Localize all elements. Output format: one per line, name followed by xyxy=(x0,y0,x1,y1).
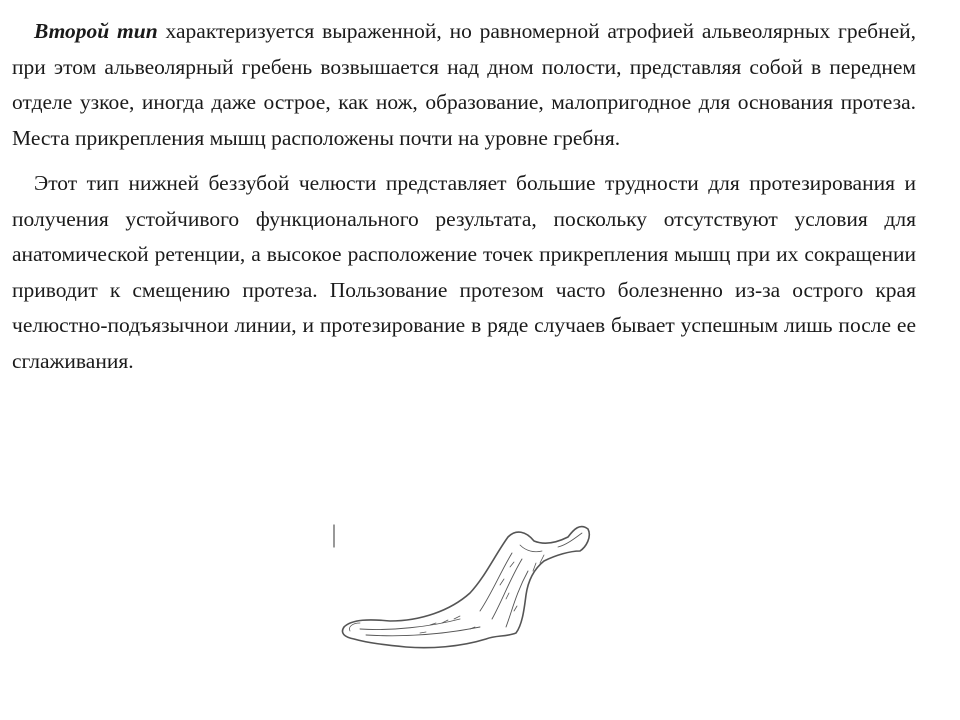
mandible-sketch-icon xyxy=(330,515,600,660)
paragraph-1 xyxy=(12,14,916,156)
text-block xyxy=(12,14,916,389)
paragraph-1-lead: Второй тип xyxy=(34,19,158,43)
paragraph-2-text: Этот тип нижней беззубой челюсти представляет большие трудности для протезирования и получения устойчивого функционального результата, поскольку отсутствуют условия для анатомической ретенции, а высокое расположение точек прикрепления мышц при их сокращении приводит к смещению протеза. Пользование протезом часто болезненно из-за острого края челюстно-подъязычнои линии, и протезирование в ряде случаев бывает успешным лишь после ее сглаживания. xyxy=(12,171,916,373)
paragraph-2 xyxy=(12,166,916,379)
paragraph-1-text: характеризуется выраженной, но равномерной атрофией альвеолярных гребней, при этом альвеолярный гребень возвышается над дном полости, представляя собой в переднем отделе узкое, иногда даже острое, как нож, образование, малопригодное для основания протеза. Места прикрепления мышц расположены почти на уровне гребня. xyxy=(12,19,916,150)
